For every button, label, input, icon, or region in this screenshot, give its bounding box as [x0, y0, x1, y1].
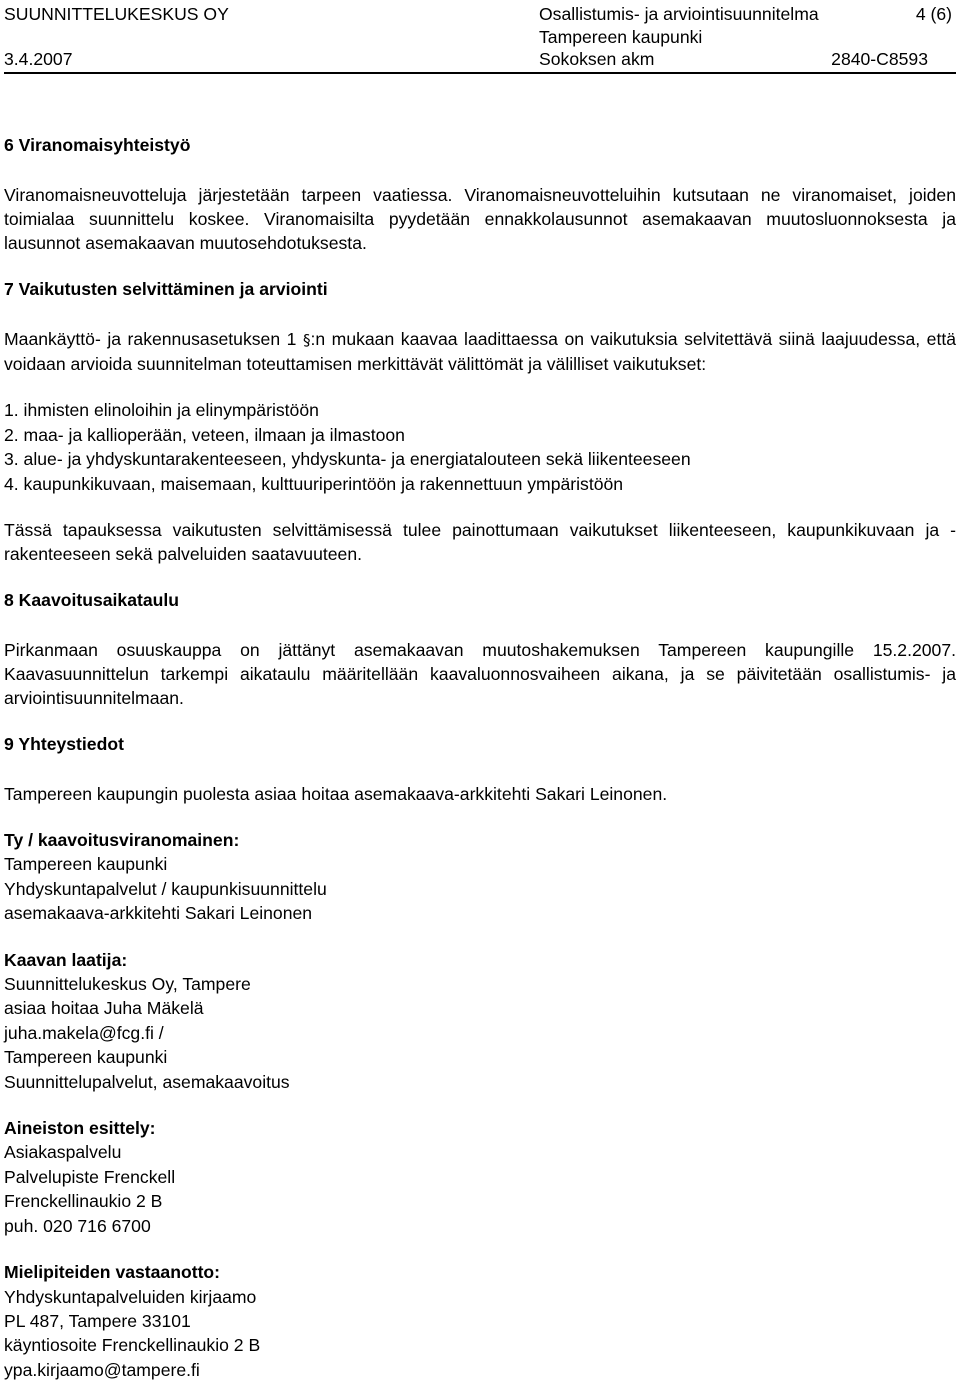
contact-line: Tampereen kaupunki [4, 854, 168, 875]
section-7-heading: 7 Vaikutusten selvittäminen ja arviointi [4, 279, 328, 299]
header-document-title: Osallistumis- ja arviointisuunnitelma [539, 4, 819, 24]
contact-line: Yhdyskuntapalvelut / kaupunkisuunnittelu [4, 878, 327, 899]
contact-line: Suunnittelukeskus Oy, Tampere [4, 974, 251, 995]
page-header [4, 2, 956, 70]
contact-block-label: Kaavan laatija: [4, 949, 128, 970]
section-9-text: Tampereen kaupungin puolesta asiaa hoitaa asemakaava-arkkitehti Sakari Leinonen. [4, 784, 668, 804]
header-site: Sokoksen akm [539, 49, 655, 69]
section-8-heading: 8 Kaavoitusaikataulu [4, 590, 180, 610]
impact-list [4, 398, 956, 496]
header-page-number: 4 (6) [915, 4, 952, 24]
contact-phone: puh. 020 716 6700 [4, 1215, 151, 1236]
header-city: Tampereen kaupunki [539, 27, 703, 47]
impact-list-item: 3. alue- ja yhdyskuntarakenteeseen, yhdyskunta- ja energiatalouteen sekä liikenteeseen [4, 449, 691, 469]
contact-line: käyntiosoite Frenckellinaukio 2 B [4, 1335, 261, 1356]
section-sign: § [302, 331, 311, 349]
contact-line: Suunnittelupalvelut, asemakaavoitus [4, 1071, 290, 1092]
contact-block-opinions [4, 1260, 956, 1382]
header-project-code: 2840-C8593 [831, 49, 928, 69]
header-company: SUUNNITTELUKESKUS OY [4, 4, 229, 24]
contact-line: Asiakaspalvelu [4, 1142, 122, 1163]
contact-line: PL 487, Tampere 33101 [4, 1310, 191, 1331]
section-6-text: Viranomaisneuvotteluja järjestetään tarpeen vaatiessa. Viranomaisneuvotteluihin kutsutaan ne viranomaiset, joiden toimialaa suunnittelu koskee. Viranomaisilta pyydetään ennakkolausunnot asemakaavan muutosluonnoksesta ja lausunnot asemakaavan muutosehdotuksesta. [4, 185, 956, 253]
contact-email: juha.makela@fcg.fi / [4, 1022, 164, 1043]
contact-line: Tampereen kaupunki [4, 1047, 168, 1068]
section-6-heading: 6 Viranomaisyhteistyö [4, 135, 191, 155]
header-date: 3.4.2007 [4, 49, 73, 69]
contact-line: Frenckellinaukio 2 B [4, 1191, 163, 1212]
impact-list-item: 4. kaupunkikuvaan, maisemaan, kulttuuriperintöön ja rakennettuun ympäristöön [4, 473, 624, 494]
contact-block-label: Mielipiteiden vastaanotto: [4, 1262, 221, 1283]
section-7-intro-start: Maankäyttö- ja rakennusasetuksen 1 [4, 329, 303, 349]
section-7-conclusion: Tässä tapauksessa vaikutusten selvittämisessä tulee painottumaan vaikutukset liikenteeseen, kaupunkikuvaan ja -rakenteeseen sekä palveluiden saatavuuteen. [4, 520, 956, 564]
contact-line: asiaa hoitaa Juha Mäkelä [4, 998, 204, 1019]
section-7-intro-end: :n mukaan kaavaa laadittaessa on vaikutuksia selvitettävä siinä laajuudessa, että voidaan arvioida suunnitelman toteuttamisen merkittävät välittömät ja välilliset vaikutukset: [4, 329, 957, 374]
contact-email: ypa.kirjaamo@tampere.fi [4, 1359, 200, 1380]
contact-line: Yhdyskuntapalveluiden kirjaamo [4, 1286, 257, 1307]
contact-block-label: Ty / kaavoitusviranomainen: [4, 830, 240, 850]
section-9-heading: 9 Yhteystiedot [4, 734, 124, 754]
contact-block-label: Aineiston esittely: [4, 1118, 156, 1139]
contact-block-authority [4, 828, 956, 926]
impact-list-item: 2. maa- ja kallioperään, veteen, ilmaan ja ilmastoon [4, 424, 405, 445]
header-divider [4, 72, 956, 74]
impact-list-item: 1. ihmisten elinoloihin ja elinympäristöön [4, 400, 319, 420]
contact-block-planner [4, 948, 956, 1094]
contact-line: asemakaava-arkkitehti Sakari Leinonen [4, 903, 313, 924]
document-body [4, 133, 956, 1382]
contact-line: Palvelupiste Frenckell [4, 1166, 176, 1187]
contact-block-material [4, 1116, 956, 1238]
section-8-text: Pirkanmaan osuuskauppa on jättänyt asemakaavan muutoshakemuksen Tampereen kaupungille 15.2.2007. Kaavasuunnittelun tarkempi aikataulu määritellään kaavaluonnosvaiheen aikana, ja se päivitetään osallistumis- ja arviointisuunnitelmaan. [4, 640, 956, 708]
section-7-intro [4, 327, 956, 376]
